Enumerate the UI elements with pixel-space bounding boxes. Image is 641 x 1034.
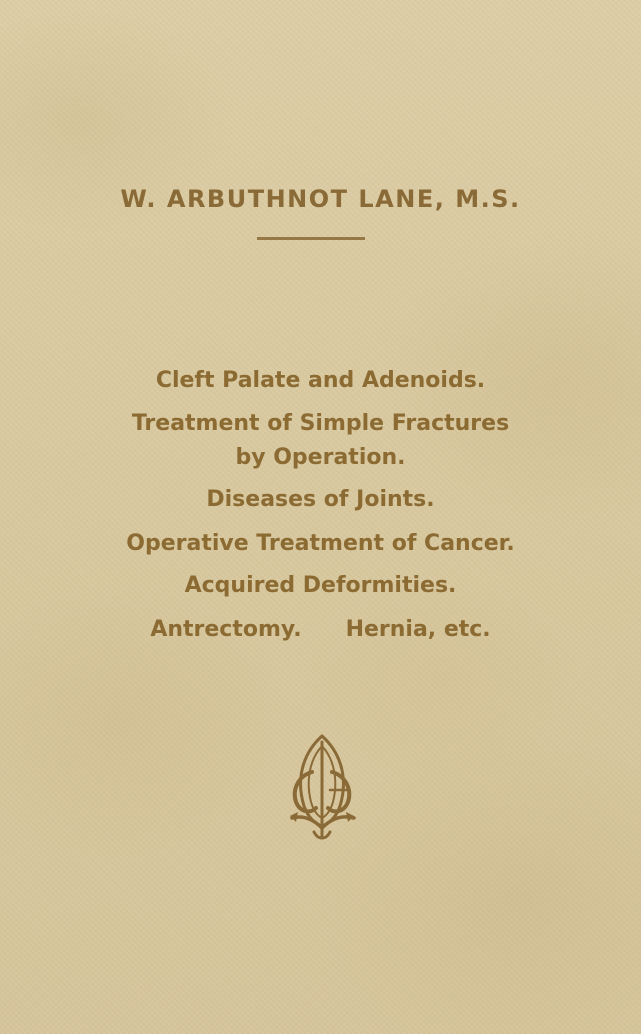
work-title-hernia: Hernia, etc.: [345, 617, 491, 642]
work-title: Operative Treatment of Cancer.: [126, 531, 515, 556]
work-title-pair: [0, 616, 641, 644]
work-title: Acquired Deformities.: [184, 573, 457, 598]
work-title-continuation: by Operation.: [235, 445, 406, 470]
work-title-antrectomy: Antrectomy.: [150, 617, 302, 642]
author-name: W. ARBUTHNOT LANE, M.S.: [120, 185, 521, 213]
work-title: Cleft Palate and Adenoids.: [155, 368, 486, 393]
work-title: Treatment of Simple Fractures: [131, 411, 510, 436]
publisher-monogram-icon: [282, 732, 362, 844]
work-title: Diseases of Joints.: [206, 487, 435, 512]
decorative-rule: [257, 237, 365, 240]
